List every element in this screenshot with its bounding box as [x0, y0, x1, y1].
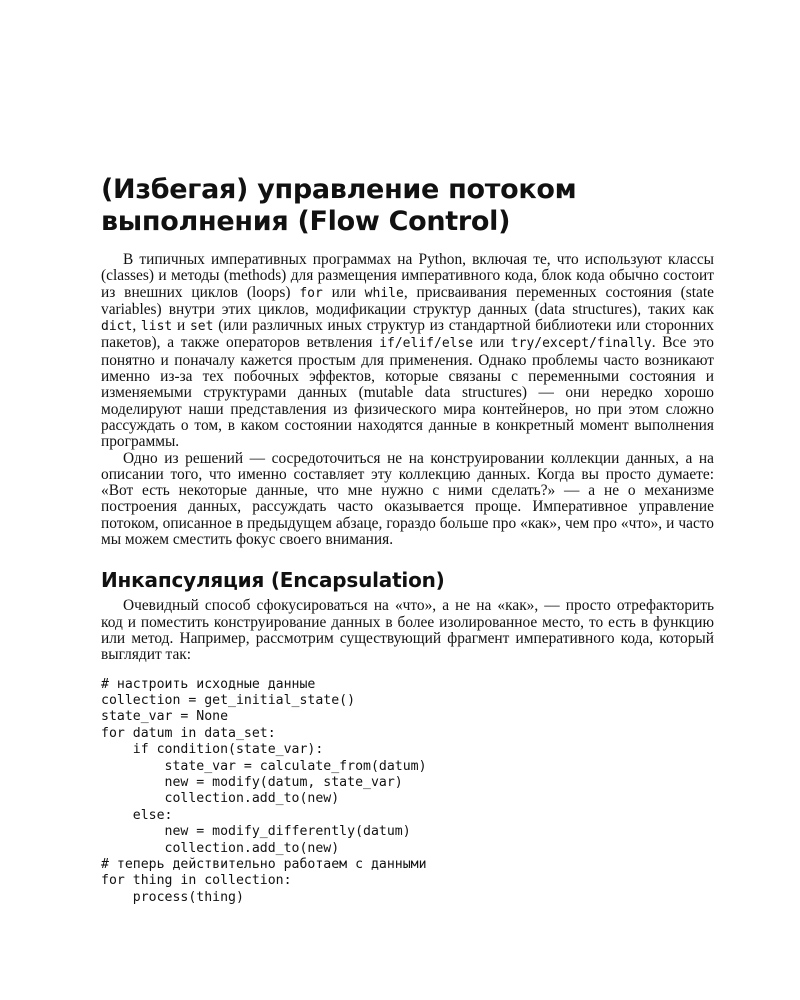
- p1-text-8: и: [172, 317, 190, 335]
- code-line: # настроить исходные данные: [101, 676, 316, 692]
- code-line: collection.add_to(new): [101, 840, 340, 856]
- inline-code-set: set: [189, 319, 214, 335]
- chapter-title-line-1: (Избегая) управление потоком: [101, 174, 577, 205]
- inline-code-try-except-finally: try/except/finally: [510, 336, 652, 352]
- code-line: else:: [101, 807, 173, 823]
- inline-code-dict: dict: [101, 319, 133, 335]
- code-line: state_var = None: [101, 709, 229, 725]
- p1-text-12: или: [473, 334, 511, 352]
- code-line: new = modify(datum, state_var): [101, 774, 403, 790]
- paragraph-imperative-code: [101, 252, 714, 451]
- p1-text-4: , присваивания переменных состояния (state variables) внутри этих циклов, модификации структур данных (data structures), таких как: [101, 283, 714, 318]
- inline-code-for: for: [299, 285, 323, 301]
- section-title-encapsulation: Инкапсуляция (Encapsulation): [101, 568, 445, 593]
- p1-text-0: В типичных императивных программах на Python, включая те, что используют классы (classes) и методы (methods) для размещения императивного кода, блок кода обычно состоит из внешних циклов (loops): [101, 251, 714, 301]
- chapter-title: [101, 174, 714, 238]
- code-line: collection.add_to(new): [101, 791, 340, 807]
- code-listing: [101, 677, 714, 907]
- paragraph-encapsulation: Очевидный способ сфокусироваться на «что», а не на «как», — просто отрефакторить код и поместить конструирование данных в более изолированное место, то есть в функцию или метод. Например, рассмотрим существующий фрагмент императивного кода, который выглядит так:: [101, 597, 714, 664]
- p1-text-10: (или различных иных структур из стандартной библиотеки или сторонних пакетов), а также операторов ветвления: [101, 317, 714, 352]
- inline-code-list: list: [140, 319, 173, 335]
- book-page: [101, 174, 714, 906]
- code-line: collection = get_initial_state(): [101, 692, 356, 708]
- chapter-title-line-2: выполнения (Flow Control): [101, 206, 511, 237]
- p1-text-14: . Все это понятно и поначалу кажется простым для применения. Однако проблемы часто возникают именно из-за тех побочных эффектов, которые связаны с переменными состояния и изменяемыми структурами данных (mutable data structures) — они нередко хорошо моделируют наши представления из физического мира контейнеров, но при этом сложно рассуждать о том, в каком состоянии находятся данные в конкретный момент выполнения программы.: [101, 334, 714, 451]
- code-line: process(thing): [101, 889, 244, 905]
- code-line: state_var = calculate_from(datum): [101, 758, 427, 774]
- code-line: for thing in collection:: [101, 873, 292, 889]
- inline-code-while: while: [364, 285, 404, 301]
- p1-text-2: или: [322, 283, 365, 301]
- code-line: if condition(state_var):: [101, 742, 324, 758]
- inline-code-if-elif-else: if/elif/else: [379, 336, 474, 352]
- code-line: new = modify_differently(datum): [101, 824, 411, 840]
- code-line: for datum in data_set:: [101, 725, 276, 741]
- code-line: # теперь действительно работаем с данными: [101, 857, 427, 872]
- paragraph-solution: Одно из решений — сосредоточиться не на конструировании коллекции данных, а на описании того, что именно составляет эту коллекцию данных. Когда вы просто думаете: «Вот есть некоторые данные, что мне нужно с ними сделать?» — а не о механизме построения данных, рассуждать часто оказывается проще. Императивное управление потоком, описанное в предыдущем абзаце, гораздо больше про «как», чем про «что», и часто мы можем сместить фокус своего внимания.: [101, 449, 714, 549]
- p1-text-6: ,: [132, 317, 141, 335]
